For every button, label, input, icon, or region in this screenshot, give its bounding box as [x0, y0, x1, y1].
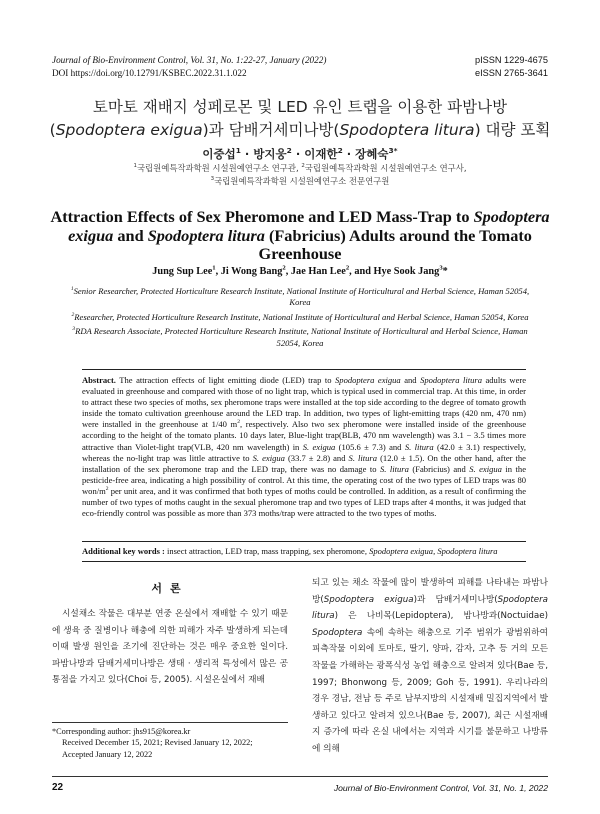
body-text: 속에 속하는 해충으로 기주 범위가 광범위하여 피측작물 이외에 토마토, 딸기, 양파, 감자, 고추 등 거의 모든 작물을 가해하는 광폭식성 농업 해충으로 알려져 있다(Bae 등, 1997; Bhonwong 등, 2009; Goh 등, 1991). 우리나라의 경우 경남, 전남 등 주로 남부지방의 시설재배 밀집지역에서 발생하고 있다고 알려져 있으나(Bae 등, 2007), 최근 시설재배지 증가에 따라 온실 내에서는 지역과 시기를 불문하고 나방류에 의해 — [312, 627, 548, 754]
abstract-top-rule — [82, 369, 526, 370]
abstract-text: adults were evaluated in greenhouse and compared with those of no light trap, which is typical used in commercial trap. At this time, in order to attract these two species of moths, sex pheromone traps were installed at the top side according to the degree of tomato growth inside the tomato cultivation greenhouse around the LED trap. In addition, two types of light-emitting traps (420 nm, 470 nm) were installed in the greenhouse at 1/40 m — [82, 375, 527, 430]
en-affil-1 — [60, 286, 540, 309]
kr-title-end: ) 대량 포획 — [474, 121, 551, 139]
en-affil-sup: 2 — [71, 311, 75, 318]
keyword-species: Spodoptera litura — [437, 546, 498, 556]
body-text: )과 담배거세미나방( — [413, 594, 498, 605]
keyword-species: Spodoptera exigua — [369, 546, 434, 556]
doi-link[interactable]: DOI https://doi.org/10.12791/KSBEC.2022.31.1.022 — [52, 67, 247, 78]
abstract-text: (42.0 ± 3.1) respectively, whereas the no-light trap was little attractive to — [82, 441, 527, 463]
journal-citation: Journal of Bio-Environment Control, Vol. 31, No. 1:22-27, January (2022) — [52, 55, 327, 65]
abstract-species: S. litura — [348, 452, 378, 463]
abstract-text: (105.6 ± 7.3) and — [335, 441, 405, 452]
en-title-species: Spodoptera — [473, 207, 550, 226]
corresponding-author[interactable]: *Corresponding author: jhs915@korea.kr — [52, 727, 191, 736]
body-text: ) 은 나비목(Lepidoptera), 밤나방과(Noctuidae) — [334, 611, 548, 622]
received-date: Received December 15, 2021; Revised January 12, 2022; — [62, 738, 253, 748]
abstract-text: , respectively. Also two sex pheromone were installed inside of the greenhouse according to the height of the tomato plants. 10 days later, Blue-light trap(BLB, 470 nm wavelength) was 3.1 − 3.5 times more attractive than Violet-light trap(VLB, 420 nm wavelength) in — [82, 419, 526, 452]
abstract-species: S. exigua — [252, 452, 285, 463]
abstract-text: The attraction effects of light emitting diode (LED) trap to — [115, 375, 336, 385]
footer-journal: Journal of Bio-Environment Control, Vol. 31, No. 1, 2022 — [333, 783, 548, 793]
kr-title-paren: ( — [49, 121, 56, 139]
kr-sep: · — [240, 147, 254, 161]
kr-title-species1: Spodoptera exigua — [55, 121, 203, 139]
kr-affil-text: 국립원예특작과학원 시설원예연구소 전문연구원 — [214, 176, 390, 186]
kr-author-4-sup: 3* — [388, 146, 398, 156]
kr-title-mid: )과 담배거세미나방( — [202, 121, 340, 139]
pissn: pISSN 1229-4675 — [474, 55, 548, 65]
footnotes — [52, 726, 288, 760]
abstract-text: and — [400, 375, 421, 385]
english-affiliations — [60, 286, 540, 352]
kr-title-species2: Spodoptera litura — [339, 121, 475, 139]
korean-title-line2 — [40, 119, 560, 142]
en-affil-sup: 3 — [72, 326, 76, 333]
body-left-column — [52, 606, 288, 689]
abstract-sup: 2 — [237, 419, 240, 426]
body-species: Spodoptera litura — [312, 594, 548, 622]
kr-affil-sup: 3 — [210, 176, 215, 183]
en-title-part: (Fabricius) Adults around the Tomato Greenhouse — [258, 225, 532, 263]
abstract-species: S. exigua — [469, 463, 502, 474]
body-species: Spodoptera — [312, 627, 363, 638]
kr-affil-text: 국립원예특작과학원 시설원예연구소 연구관, — [136, 163, 302, 173]
kr-author-3: 이재한 — [304, 147, 338, 161]
kr-sep: · — [342, 147, 356, 161]
body-species: Spodoptera exigua — [323, 594, 414, 605]
kr-author-2-sup: 2 — [286, 146, 292, 156]
en-author-4: and Hye Sook Jang — [354, 266, 440, 277]
korean-title — [40, 96, 560, 142]
kr-author-1-sup: 1 — [235, 146, 241, 156]
keywords-values — [165, 546, 498, 556]
abstract-text: (33.7 ± 2.8) and — [284, 452, 349, 463]
abstract-species: Spodoptera litura — [420, 375, 482, 385]
page-number: 22 — [52, 782, 64, 793]
body-text: 되고 있는 채소 작물에 많이 발생하여 피해를 나타내는 파밤나방( — [312, 578, 548, 605]
abstract-text: in the pesticide-free area, indicating a high possibility of control. At this time, the operating cost of the two types of LED traps was 80 won/m — [82, 463, 526, 496]
kr-affil-sup: 1 — [133, 163, 137, 170]
kr-author-4: 장혜숙 — [355, 147, 389, 161]
abstract-text: per unit area, and it was confirmed that both types of moths could be controlled. In addition, as a result of confirming the number of two types of moths caught in the sexual pheromone trap and two types of LED traps after 4 months, it was judged that eco-friendly control was possible as more than 373 moths/trap were attracted to the two types of moths. — [82, 485, 526, 519]
section-heading-introduction: 서론 — [151, 582, 189, 595]
en-affil-text: RDA Research Associate, Protected Horticulture Research Institute, National Institute of Horticultural and Herbal Science, Haman 52054, Korea — [75, 326, 528, 348]
keywords-label: Additional key words : — [82, 546, 165, 556]
kr-author-2: 방지웅 — [253, 147, 287, 161]
issn-block — [475, 54, 548, 79]
footer-rule — [52, 776, 548, 777]
abstract-bottom-rule — [82, 541, 526, 542]
en-author-sup: 3 — [439, 264, 443, 272]
kr-affil-line2 — [40, 175, 560, 188]
en-title-species: exigua — [68, 225, 114, 245]
en-affil-text: Senior Researcher, Protected Horticulture Research Institute, National Institute of Horticultural and Herbal Science, Haman 52054, Korea — [73, 286, 530, 308]
corresponding-star: * — [442, 266, 448, 277]
accepted-date: Accepted January 12, 2022 — [62, 749, 153, 759]
english-title — [50, 208, 550, 264]
abstract — [82, 375, 526, 519]
footnote-rule — [52, 722, 288, 723]
korean-title-line1: 토마토 재배지 성페로몬 및 LED 유인 트랩을 이용한 파밤나방 — [92, 98, 508, 116]
body-right-column — [312, 575, 548, 758]
journal-header — [52, 54, 326, 79]
abstract-text: (12.0 ± 1.5). On the other hand, after the installation of the sex pheromone trap and the LED trap, there was no damage to — [82, 452, 526, 474]
kr-affil-line1 — [40, 162, 560, 175]
en-author-sup: 2 — [345, 264, 350, 272]
keywords-bottom-rule — [82, 561, 526, 562]
keywords — [82, 546, 526, 556]
eissn: eISSN 2765-3641 — [474, 67, 548, 78]
en-title-part: Attraction Effects of Sex Pheromone and LED Mass-Trap to — [50, 207, 474, 226]
korean-affiliations — [40, 162, 560, 188]
english-authors: Jung Sup Lee$^1$, Ji Wong Bang$^2$, Jae Han Lee$^2$, and Hye Sook Jang$^3$* — [152, 264, 448, 277]
intro-paragraph: 시설채소 작물은 대부분 연중 온실에서 재배할 수 있기 때문에 생육 중 질병이나 해충에 의한 피해가 자주 발생하게 되는데 이때 발생 원인을 조기에 진단하는 것은 매우 중요한 일이다. 파밤나방과 담배거세미나방은 생태 · 생리적 특성에서 많은 공통점을 가지고 있다(Choi 등, 2005). 시설온실에서 재배 — [52, 609, 288, 686]
abstract-species: S. exigua — [302, 441, 336, 452]
en-author-sup: 1 — [212, 264, 216, 272]
kr-affil-text: 국립원예특작과학원 시설원예연구소 연구사, — [304, 163, 467, 173]
keyword-sep: , — [433, 546, 438, 556]
abstract-species: S. litura — [380, 463, 409, 474]
en-affil-2 — [60, 312, 540, 323]
kr-sep: · — [291, 147, 305, 161]
kr-affil-sup: 2 — [301, 163, 305, 170]
kr-author-1: 이중섭 — [202, 147, 236, 161]
en-title-part: and — [113, 225, 148, 245]
en-affil-text: Researcher, Protected Horticulture Research Institute, National Institute of Horticultural and Herbal Science, Haman 52054, Korea — [74, 311, 529, 322]
abstract-species: S. litura — [404, 441, 434, 452]
en-affil-3 — [60, 326, 540, 349]
keywords-plain: insect attraction, LED trap, mass trapping, sex pheromone, — [164, 546, 370, 556]
korean-authors — [40, 146, 560, 162]
en-author-sup: 2 — [282, 264, 286, 272]
abstract-label: Abstract. — [82, 375, 116, 385]
en-author-2: Ji Wong Bang — [220, 266, 283, 277]
abstract-text: (Fabricius) and — [408, 463, 470, 474]
en-affil-sup: 1 — [70, 286, 74, 293]
abstract-species: Spodoptera exigua — [335, 375, 401, 385]
abstract-sup: 2 — [105, 486, 109, 493]
en-title-species: Spodoptera litura — [147, 225, 265, 245]
kr-author-3-sup: 2 — [337, 146, 343, 156]
en-author-1: Jung Sup Lee — [152, 266, 213, 277]
en-author-3: Jae Han Lee — [290, 266, 346, 277]
